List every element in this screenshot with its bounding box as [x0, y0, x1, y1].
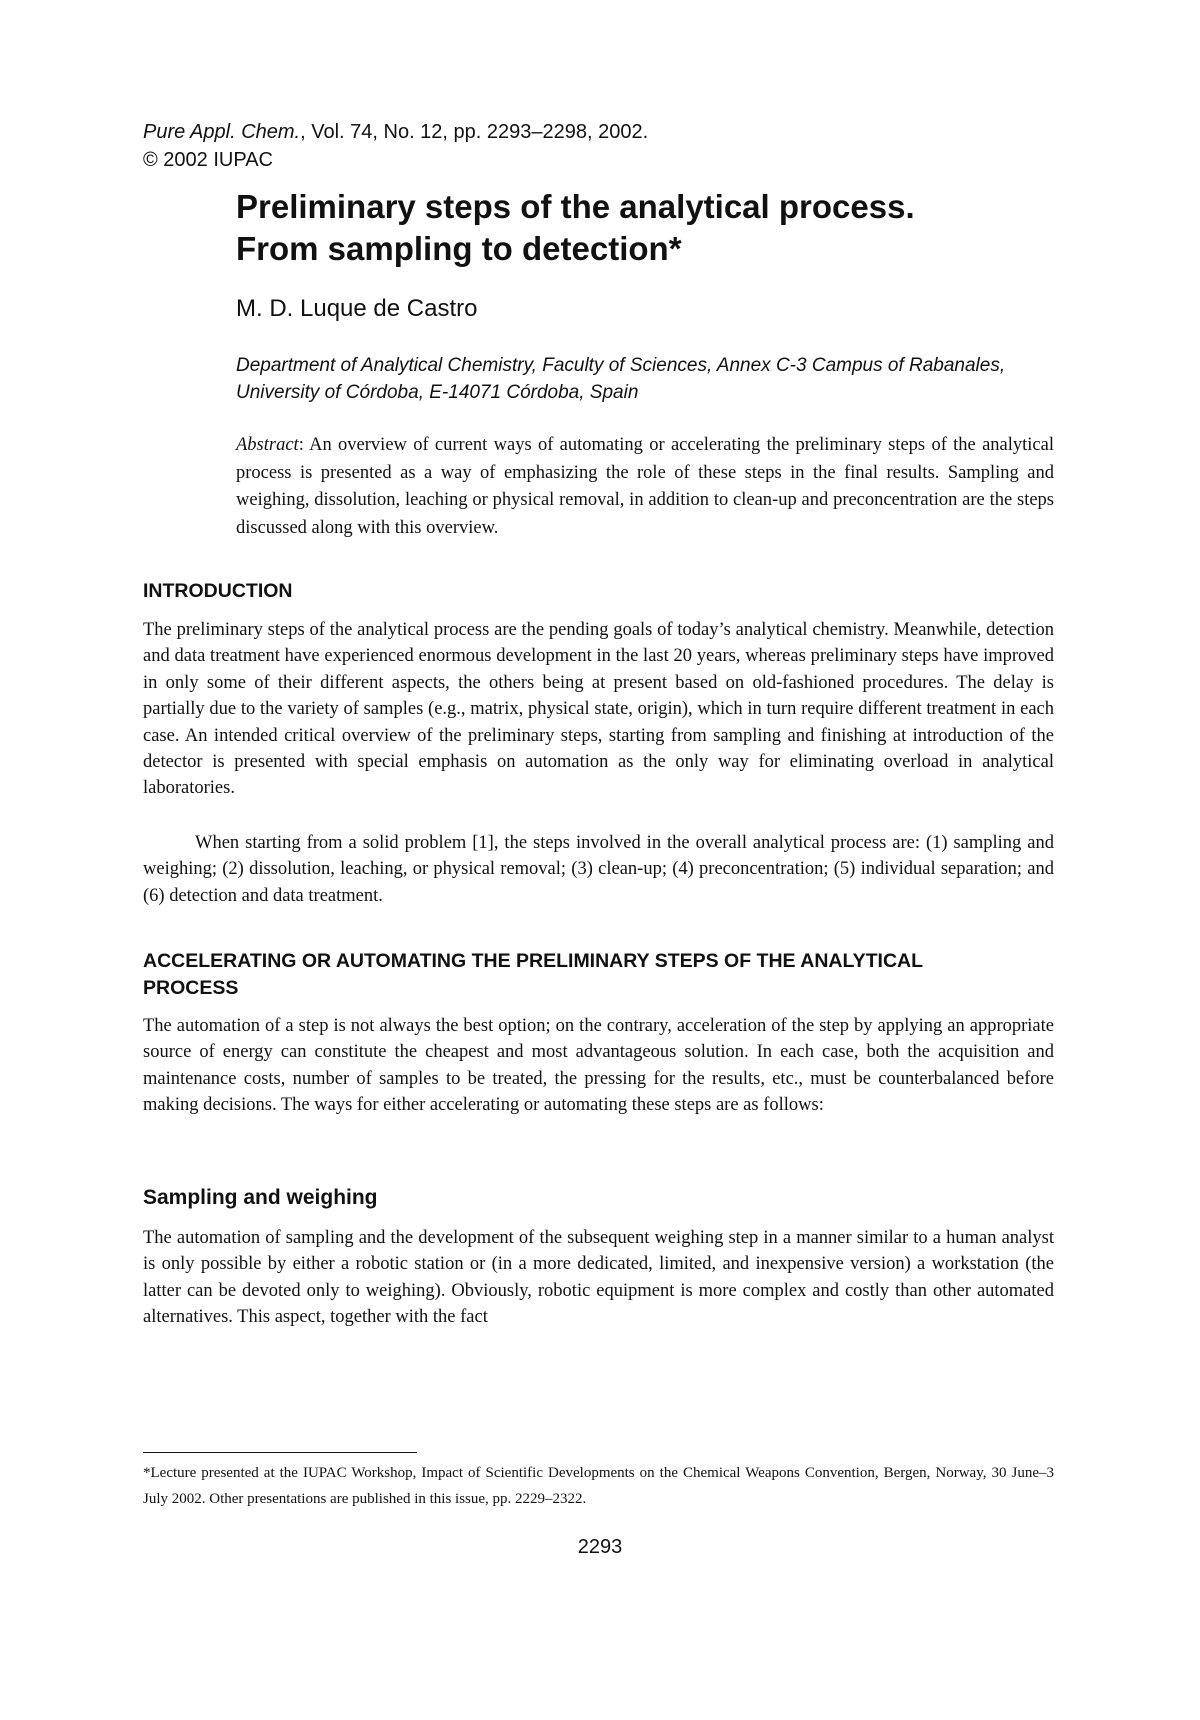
journal-name: Pure Appl. Chem. — [143, 121, 301, 143]
paper-title — [236, 186, 1136, 270]
copyright-line: © 2002 IUPAC — [143, 149, 273, 171]
heading-accelerating-line-1: ACCELERATING OR AUTOMATING THE PRELIMINARY STEPS OF THE ANALYTICAL — [143, 950, 924, 972]
title-line-1: Preliminary steps of the analytical process. — [236, 188, 915, 225]
title-line-2: From sampling to detection* — [236, 230, 682, 267]
journal-header — [143, 118, 648, 174]
author-affiliation: Department of Analytical Chemistry, Faculty of Sciences, Annex C-3 Campus of Rabanales, University of Córdoba, E-14071 Córdoba, Spain — [236, 355, 1006, 403]
introduction-paragraph-2: When starting from a solid problem [1], the steps involved in the overall analytical process are: (1) sampling and weighing; (2) dissolution, leaching, or physical removal; (3) clean-up; (4) preconcentration; (5) individual separation; and (6) detection and data treatment. — [143, 833, 1054, 906]
heading-accelerating-line-2: PROCESS — [143, 977, 239, 999]
abstract — [236, 432, 1054, 542]
heading-accelerating — [143, 948, 923, 1002]
abstract-text: : An overview of current ways of automating or accelerating the preliminary steps of the analytical process is presented as a way of emphasizing the role of these steps in the final results. Sampling and weighing, dissolution, leaching or physical removal, in addition to clean-up and preconcentration are the steps discussed along with this overview. — [236, 435, 1054, 538]
footnote: *Lecture presented at the IUPAC Workshop, Impact of Scientific Developments on the Chemical Weapons Convention, Bergen, Norway, 30 June–3 July 2002. Other presentations are published in this issue, pp. 2229–2322. — [143, 1465, 1054, 1507]
heading-sampling-weighing: Sampling and weighing — [143, 1186, 378, 1209]
accelerating-paragraph-1: The automation of a step is not always the best option; on the contrary, acceleration of the step by applying an appropriate source of energy can constitute the cheapest and most advantageous solution. In each case, both the acquisition and maintenance costs, number of samples to be treated, the pressing for the results, etc., must be counterbalanced before making decisions. The ways for either accelerating or automating these steps are as follows: — [143, 1016, 1054, 1116]
author-name: M. D. Luque de Castro — [236, 295, 478, 322]
footnote-rule — [143, 1452, 417, 1453]
citation-line — [143, 118, 648, 146]
journal-citation: , Vol. 74, No. 12, pp. 2293–2298, 2002. — [300, 121, 649, 143]
abstract-label: Abstract — [236, 435, 299, 455]
heading-introduction: INTRODUCTION — [143, 580, 293, 602]
sampling-paragraph-1: The automation of sampling and the development of the subsequent weighing step in a manner similar to a human analyst is only possible by either a robotic station or (in a more dedicated, limited, and inexpensive version) a workstation (the latter can be devoted only to weighing). Obviously, robotic equipment is more complex and costly than other automated alternatives. This aspect, together with the fact — [143, 1228, 1054, 1328]
page-number: 2293 — [577, 1536, 623, 1558]
introduction-paragraph-1: The preliminary steps of the analytical process are the pending goals of today’s analytical chemistry. Meanwhile, detection and data treatment have experienced enormous development in the last 20 years, whereas preliminary steps have improved in only some of their different aspects, the others being at present based on old-fashioned procedures. The delay is partially due to the variety of samples (e.g., matrix, physical state, origin), which in turn require different treatment in each case. An intended critical overview of the preliminary steps, starting from sampling and finishing at introduction of the detector is presented with special emphasis on automation as the only way for eliminating overload in analytical laboratories. — [143, 620, 1054, 799]
